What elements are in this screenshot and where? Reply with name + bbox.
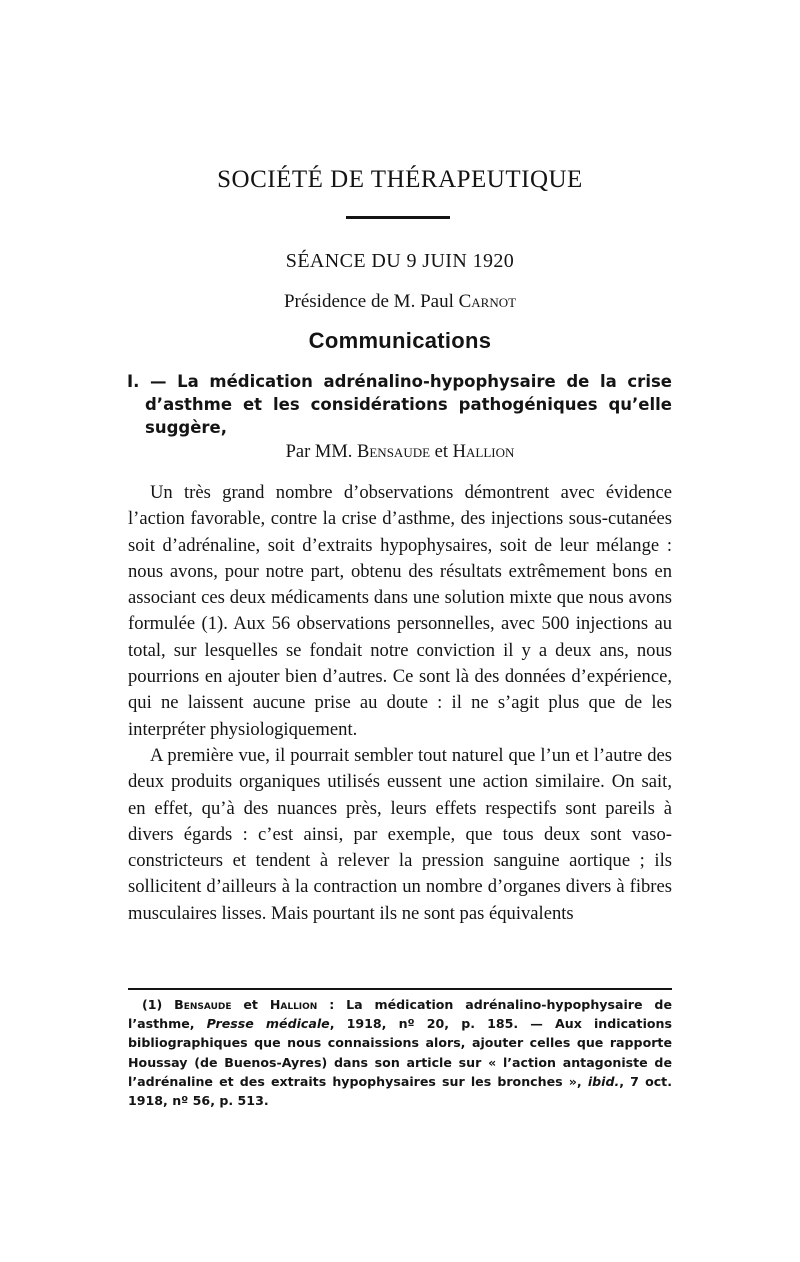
footnote-and: et xyxy=(231,997,270,1012)
footnote-author-2: Hallion xyxy=(269,997,318,1012)
footnote-text-2: , 1918, nº 20, p. 185. — Aux indications bibliographiques que nous connaissions alors, ajouter celles que rapporte Houssay (de Buenos-Ayres) dans son article sur « l’action antagoniste de l’adrénaline et des extraits hypophysaires sur les bronches », xyxy=(128,1016,672,1089)
session-date-heading: SÉANCE DU 9 JUIN 1920 xyxy=(285,250,515,272)
footnote xyxy=(128,995,672,1110)
author-name-1: Bensaude xyxy=(357,442,431,462)
presidency-prefix: Présidence de M. Paul xyxy=(283,291,459,312)
presidency-line xyxy=(0,291,800,313)
article-body xyxy=(128,480,672,927)
president-name: Carnot xyxy=(458,291,517,312)
article-title: I. — La médication adrénalino-hypophysaire de la crise d’asthme et les considérations pathogéniques qu’elle suggère, xyxy=(127,372,672,437)
authors-prefix: Par MM. xyxy=(285,442,358,462)
footnote-divider xyxy=(128,988,672,990)
section-heading: Communications xyxy=(308,328,492,353)
footnote-ibid: ibid. xyxy=(587,1073,620,1089)
body-paragraph-2: A première vue, il pourrait sembler tout naturel que l’un et l’autre des deux produits organiques utilisés eussent une action similaire. On sait, en effet, qu’à des nuances près, leurs effets respectifs sont pareils à divers égards : c’est ainsi, par exemple, que tous deux sont vaso-constricteurs et tendent à relever la pression sanguine aortique ; ils sollicitent d’ailleurs à la contraction un nombre d’organes divers à fibres musculaires lisses. Mais pourtant ils ne sont pas équivalents xyxy=(128,744,672,924)
body-paragraph-1: Un très grand nombre d’observations démontrent avec évidence l’action favorable, contre la crise d’asthme, des injections sous-cutanées soit d’adrénaline, soit d’extraits hypophysaires, soit de leur mélange : nous avons, pour notre part, obtenu des résultats extrêmement bons en associant ces deux médicaments dans une solution mixte que nous avons formulée (1). Aux 56 observations personnelles, avec 500 injections au total, sur lesquelles se fondait notre conviction il y a deux ans, nous pourrions en ajouter bien d’autres. Ce sont là des données d’expérience, qui ne laissent aucune prise au doute : il ne s’agit plus que de les interpréter physiologiquement. xyxy=(128,482,672,740)
footnote-text-1: : La médication adrénalino-hypophysaire de l’asthme, xyxy=(128,997,672,1032)
author-name-2: Hallion xyxy=(452,442,515,462)
society-heading: SOCIÉTÉ DE THÉRAPEUTIQUE xyxy=(217,166,583,193)
footnote-journal: Presse médicale xyxy=(206,1016,330,1032)
footnote-text-3: , 7 oct. 1918, nº 56, p. 513. xyxy=(128,1073,672,1109)
footnote-marker: (1) xyxy=(142,997,175,1012)
footnote-author-1: Bensaude xyxy=(174,997,232,1012)
authors-conjunction: et xyxy=(430,442,453,462)
article-authors xyxy=(0,442,800,463)
heading-divider xyxy=(346,216,450,219)
